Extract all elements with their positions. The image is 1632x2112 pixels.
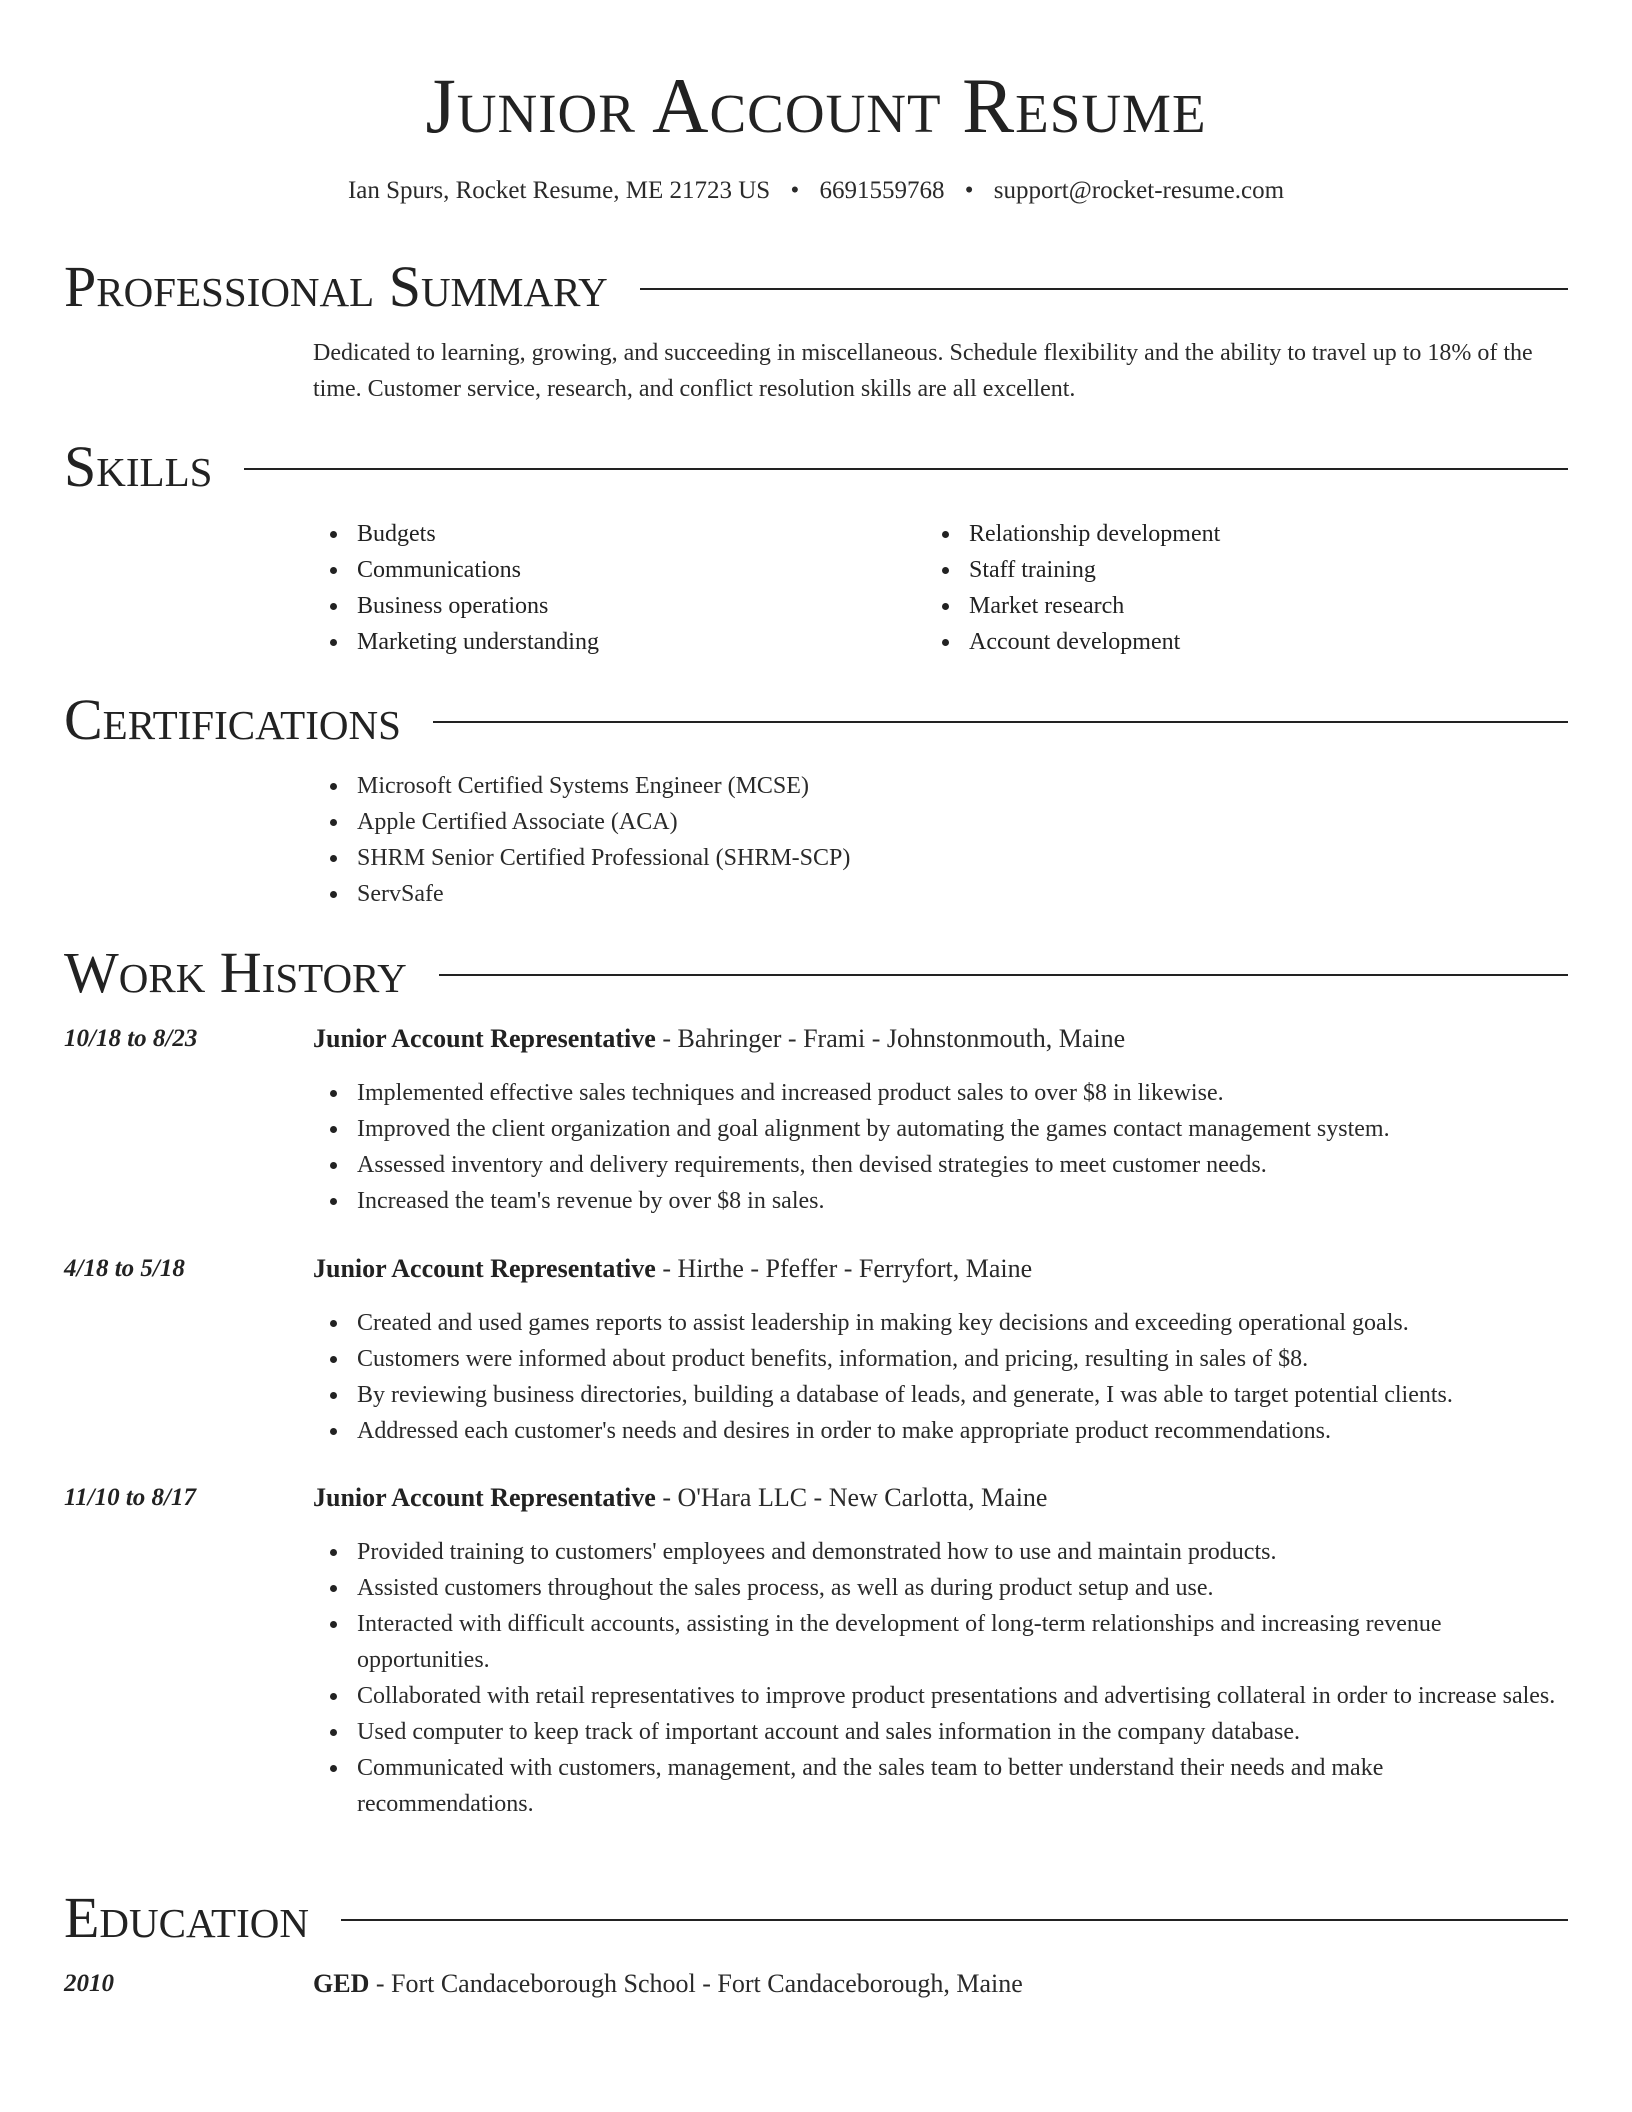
list-item: Budgets <box>357 516 599 552</box>
section-divider <box>341 1919 1568 1921</box>
list-item: Customers were informed about product benefits, information, and pricing, resulting in sales of $8. <box>357 1341 1560 1377</box>
section-divider <box>433 721 1568 723</box>
section-divider <box>244 468 1568 470</box>
job-bullets <box>313 1075 1560 1219</box>
list-item: Staff training <box>969 552 1220 588</box>
education-school: - Fort Candaceborough School - Fort Candaceborough, Maine <box>369 1969 1023 1998</box>
job-title: Junior Account Representative <box>313 1024 656 1053</box>
job-heading <box>313 1480 1560 1516</box>
resume-title: Junior Account Resume <box>425 62 1207 149</box>
section-heading-work-history <box>64 938 1568 1008</box>
section-divider <box>439 974 1568 976</box>
section-heading-label: Professional Summary <box>64 254 608 319</box>
list-item: Collaborated with retail representatives to improve product presentations and advertising collateral in order to increase sales. <box>357 1678 1560 1714</box>
list-item: SHRM Senior Certified Professional (SHRM-SCP) <box>357 840 1560 876</box>
section-heading-label: Work History <box>64 940 407 1005</box>
list-item: Implemented effective sales techniques and increased product sales to over $8 in likewise. <box>357 1075 1560 1111</box>
job-dates: 11/10 to 8/17 <box>64 1484 196 1511</box>
separator-dot: • <box>964 177 974 204</box>
list-item: Increased the team's revenue by over $8 in sales. <box>357 1183 1560 1219</box>
list-item: By reviewing business directories, building a database of leads, and generate, I was able to target potential clients. <box>357 1377 1560 1413</box>
section-heading-label: Certifications <box>64 687 401 752</box>
list-item: ServSafe <box>357 876 1560 912</box>
job-employer: - O'Hara LLC - New Carlotta, Maine <box>655 1483 1048 1512</box>
list-item: Marketing understanding <box>357 624 599 660</box>
skills-list-right <box>925 516 1220 660</box>
education-entry <box>313 1966 1560 2002</box>
job-title: Junior Account Representative <box>313 1483 656 1512</box>
list-item: Interacted with difficult accounts, assisting in the development of long-term relationships and increasing revenue opportunities. <box>357 1606 1560 1678</box>
list-item: Relationship development <box>969 516 1220 552</box>
job-bullets <box>313 1534 1560 1822</box>
education-year: 2010 <box>64 1970 114 1997</box>
list-item: Assessed inventory and delivery requirements, then devised strategies to meet customer needs. <box>357 1147 1560 1183</box>
list-item: Improved the client organization and goal alignment by automating the games contact management system. <box>357 1111 1560 1147</box>
list-item: Business operations <box>357 588 599 624</box>
list-item: Created and used games reports to assist leadership in making key decisions and exceeding operational goals. <box>357 1305 1560 1341</box>
list-item: Assisted customers throughout the sales process, as well as during product setup and use. <box>357 1570 1560 1606</box>
section-heading-skills <box>64 432 1568 502</box>
list-item: Market research <box>969 588 1220 624</box>
contact-phone: 6691559768 <box>819 177 945 204</box>
section-heading-education <box>64 1883 1568 1953</box>
section-divider <box>640 288 1568 290</box>
job-dates: 4/18 to 5/18 <box>64 1255 185 1282</box>
separator-dot: • <box>790 177 800 204</box>
contact-email: support@rocket-resume.com <box>993 177 1285 204</box>
job-dates: 10/18 to 8/23 <box>64 1025 198 1052</box>
list-item: Apple Certified Associate (ACA) <box>357 804 1560 840</box>
contact-line <box>0 174 1632 208</box>
job-heading <box>313 1021 1560 1057</box>
list-item: Account development <box>969 624 1220 660</box>
list-item: Addressed each customer's needs and desires in order to make appropriate product recommendations. <box>357 1413 1560 1449</box>
section-heading-label: Education <box>64 1885 309 1950</box>
list-item: Communicated with customers, management, and the sales team to better understand their needs and make recommendations. <box>357 1750 1560 1822</box>
certifications-list <box>313 768 1560 912</box>
list-item: Used computer to keep track of important account and sales information in the company database. <box>357 1714 1560 1750</box>
section-heading-certifications <box>64 685 1568 755</box>
contact-address: Ian Spurs, Rocket Resume, ME 21723 US <box>347 177 771 204</box>
section-heading-label: Skills <box>64 434 213 499</box>
skills-list-left <box>313 516 599 660</box>
section-heading-summary <box>64 252 1568 322</box>
job-heading <box>313 1251 1560 1287</box>
list-item: Provided training to customers' employees and demonstrated how to use and maintain products. <box>357 1534 1560 1570</box>
summary-text: Dedicated to learning, growing, and succeeding in miscellaneous. Schedule flexibility and the ability to travel up to 18% of the time. Customer service, research, and conflict resolution skills are all excellent. <box>313 340 1533 402</box>
job-employer: - Hirthe - Pfeffer - Ferryfort, Maine <box>655 1254 1033 1283</box>
job-bullets <box>313 1305 1560 1449</box>
job-title: Junior Account Representative <box>313 1254 656 1283</box>
list-item: Communications <box>357 552 599 588</box>
job-employer: - Bahringer - Frami - Johnstonmouth, Maine <box>655 1024 1126 1053</box>
education-degree: GED <box>313 1969 370 1998</box>
list-item: Microsoft Certified Systems Engineer (MCSE) <box>357 768 1560 804</box>
